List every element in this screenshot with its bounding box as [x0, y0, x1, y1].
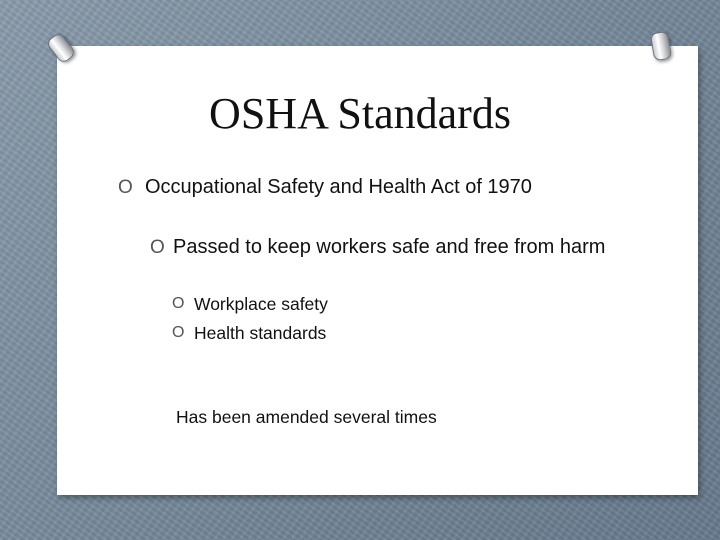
bullet-text: Workplace safety	[194, 294, 328, 314]
bullet-marker-icon: O	[150, 237, 165, 258]
bullet-text: Health standards	[194, 323, 327, 343]
bullet-level-3	[172, 321, 594, 345]
bullet-marker-icon: O	[172, 324, 185, 341]
slide-note: Has been amended several times	[176, 407, 437, 427]
bullet-level-3	[172, 292, 594, 316]
bullet-marker-icon: O	[172, 295, 185, 312]
bullet-level-2	[150, 234, 643, 261]
bullet-marker-icon: O	[118, 177, 133, 198]
bullet-text: Passed to keep workers safe and free from harm	[173, 236, 606, 258]
bullet-text: Occupational Safety and Health Act of 1970	[145, 176, 532, 198]
bullet-level-1	[118, 174, 625, 201]
slide-title: OSHA Standards	[209, 89, 511, 138]
